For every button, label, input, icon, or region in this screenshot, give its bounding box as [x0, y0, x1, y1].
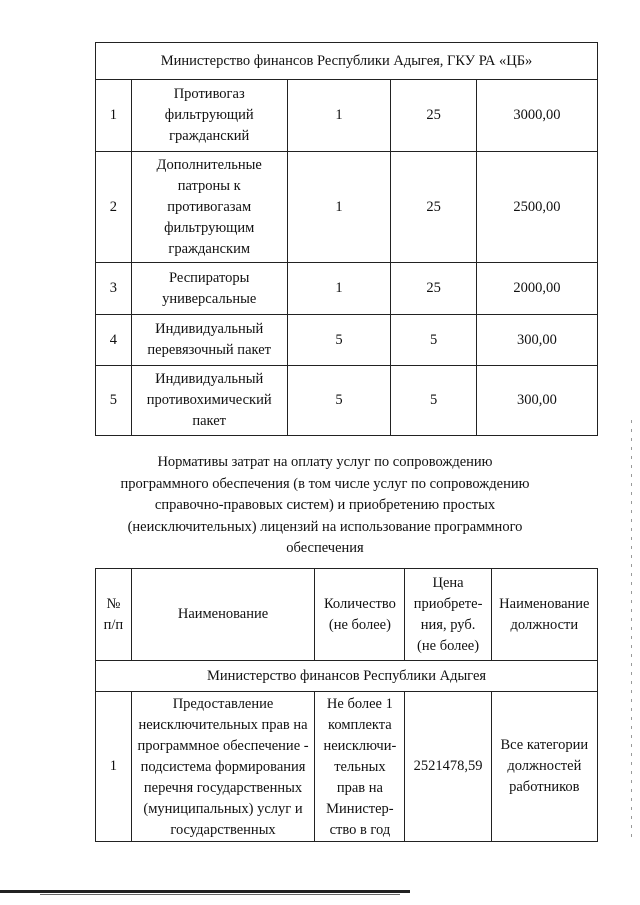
table-row [96, 366, 598, 436]
header-position: Наименование должности [491, 569, 597, 661]
license-name: Предоставление неисключительных прав на программное обеспечение - подсистема формирования перечня государственных (муниципальных) услуг и государственных [131, 692, 315, 842]
item-quantity: 5 [287, 315, 391, 366]
item-count: 25 [391, 152, 476, 263]
item-count: 5 [391, 315, 476, 366]
heading-line: Нормативы затрат на оплату услуг по сопровождению [157, 454, 493, 470]
row-number: 1 [96, 692, 132, 842]
table2-section-title: Министерство финансов Республики Адыгея [96, 661, 598, 692]
item-price: 2000,00 [476, 263, 597, 315]
item-name: Противогаз фильтрующий гражданский [131, 80, 287, 152]
item-price: 3000,00 [476, 80, 597, 152]
header-qty: Количество (не более) [315, 569, 405, 661]
item-count: 5 [391, 366, 476, 436]
row-number: 5 [96, 366, 132, 436]
item-quantity: 5 [287, 366, 391, 436]
equipment-table [95, 42, 598, 436]
row-number: 1 [96, 80, 132, 152]
table-row [96, 152, 598, 263]
scan-margin-mark [631, 420, 632, 840]
item-count: 25 [391, 80, 476, 152]
header-num: № п/п [96, 569, 132, 661]
item-name: Респираторы универсальные [131, 263, 287, 315]
software-licenses-table [95, 568, 598, 842]
item-name: Индивидуальный противохимический пакет [131, 366, 287, 436]
row-number: 4 [96, 315, 132, 366]
table-row [96, 315, 598, 366]
license-price: 2521478,59 [405, 692, 491, 842]
row-number: 2 [96, 152, 132, 263]
heading-line: (неисключительных) лицензий на использование программного [127, 518, 523, 535]
table-header-row [96, 569, 598, 661]
row-number: 3 [96, 263, 132, 315]
table1-section-title: Министерство финансов Республики Адыгея, ГКУ РА «ЦБ» [96, 43, 598, 80]
section-heading [100, 452, 550, 560]
license-quantity: Не более 1 комплекта неисключи- тельных прав на Министер- ство в год [315, 692, 405, 842]
item-price: 2500,00 [476, 152, 597, 263]
header-name: Наименование [131, 569, 315, 661]
item-quantity: 1 [287, 263, 391, 315]
item-price: 300,00 [476, 366, 597, 436]
table-row [96, 80, 598, 152]
item-count: 25 [391, 263, 476, 315]
license-position: Все категории должностей работников [491, 692, 597, 842]
item-price: 300,00 [476, 315, 597, 366]
heading-line: программного обеспечения (в том числе услуг по сопровождению [120, 475, 530, 492]
table-row [96, 263, 598, 315]
item-name: Индивидуальный перевязочный пакет [131, 315, 287, 366]
heading-line: справочно-правовых систем) и приобретению простых [154, 497, 496, 513]
table-row [96, 692, 598, 842]
scan-edge-line-thin [40, 894, 400, 895]
header-price: Цена приобрете- ния, руб. (не более) [405, 569, 491, 661]
item-name: Дополнительные патроны к противогазам фильтрующим гражданским [131, 152, 287, 263]
item-quantity: 1 [287, 80, 391, 152]
heading-line: обеспечения [286, 540, 364, 556]
item-quantity: 1 [287, 152, 391, 263]
scan-edge-line [0, 890, 410, 893]
